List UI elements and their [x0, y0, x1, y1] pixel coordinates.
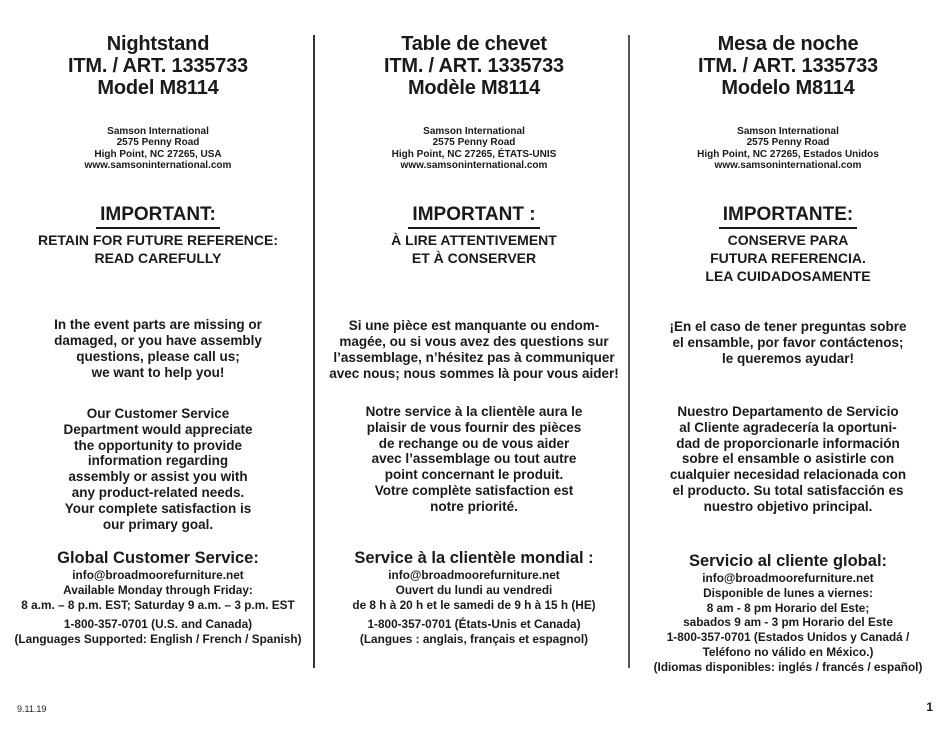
- paragraph-line: Nuestro Departamento de Servicio: [677, 404, 899, 419]
- important-notice: [318, 204, 630, 267]
- service-hours: Disponible de lunes a viernes:: [703, 585, 873, 600]
- paragraph-line: plaisir de vous fournir des pièces: [366, 419, 582, 435]
- customer-service-paragraph: [318, 404, 630, 515]
- paragraph-line: el producto. Su total satisfacción es: [672, 482, 904, 498]
- paragraph-line: information regarding: [87, 453, 229, 469]
- product-title: [632, 33, 944, 99]
- important-subtext: [318, 231, 630, 267]
- paragraph-line: point concernant le produit.: [384, 467, 564, 483]
- service-hours: sabados 9 am - 3 pm Horario del Este: [683, 615, 893, 630]
- important-heading: IMPORTANTE:: [719, 204, 858, 229]
- paragraph-line: avec l’assemblage ou tout autre: [371, 451, 577, 467]
- item-number: ITM. / ART. 1335733: [68, 55, 248, 77]
- product-name: Mesa de noche: [717, 33, 859, 55]
- paragraph-line: assembly or assist you with: [68, 469, 248, 485]
- service-phone: 1-800-357-0701 (Estados Unidos y Canadá /: [666, 630, 910, 645]
- paragraph-line: we want to help you!: [91, 365, 225, 380]
- company-address: [2, 126, 314, 171]
- customer-service-paragraph: [632, 404, 944, 515]
- missing-parts-paragraph: [632, 319, 944, 367]
- service-hours: Available Monday through Friday:: [63, 583, 253, 597]
- paragraph-line: Our Customer Service: [86, 406, 230, 421]
- model-number: Modèle M8114: [407, 77, 541, 99]
- company-address: [318, 126, 630, 171]
- service-heading: Service à la clientèle mondial :: [354, 549, 594, 567]
- important-notice: [632, 204, 944, 285]
- important-notice: [2, 204, 314, 267]
- paragraph-line: Si une pièce est manquante ou endom-: [348, 318, 600, 333]
- service-languages: (Languages Supported: English / French / Spanish): [14, 632, 302, 646]
- paragraph-line: magée, ou si vous avez des questions sur: [339, 334, 609, 349]
- important-line: READ CAREFULLY: [94, 250, 222, 266]
- model-number: Model M8114: [97, 77, 219, 99]
- service-email: info@broadmoorefurniture.net: [388, 568, 560, 582]
- paragraph-line: Notre service à la clientèle aura le: [365, 404, 583, 419]
- paragraph-line: Your complete satisfaction is: [64, 500, 252, 516]
- paragraph-line: al Cliente agradecería la oportuni-: [679, 419, 897, 435]
- service-heading: Servicio al cliente global:: [688, 552, 888, 570]
- city-state-zip: High Point, NC 27265, ÉTATS-UNIS: [391, 148, 557, 160]
- paragraph-line: our primary goal.: [102, 516, 214, 532]
- important-heading: IMPORTANT :: [408, 204, 539, 229]
- service-email: info@broadmoorefurniture.net: [702, 571, 874, 585]
- service-hours: 8 am - 8 pm Horario del Este;: [706, 600, 870, 615]
- important-subtext: [2, 231, 314, 267]
- company-website: www.samsoninternational.com: [714, 159, 862, 171]
- service-hours: 8 a.m. – 8 p.m. EST; Saturday 9 a.m. – 3 p.m. EST: [21, 598, 295, 612]
- french-column: [318, 0, 630, 732]
- important-subtext: [632, 231, 944, 285]
- street-address: 2575 Penny Road: [432, 137, 516, 149]
- paragraph-line: le queremos ayudar!: [721, 351, 855, 366]
- paragraph-line: dad de proporcionarle información: [676, 435, 900, 451]
- product-name: Nightstand: [106, 33, 210, 55]
- important-line: À LIRE ATTENTIVEMENT: [391, 232, 557, 248]
- paragraph-line: nuestro objetivo principal.: [703, 498, 873, 514]
- city-state-zip: High Point, NC 27265, Estados Unidos: [697, 148, 879, 160]
- product-name: Table de chevet: [401, 33, 547, 55]
- missing-parts-paragraph: [2, 317, 314, 381]
- company-name: Samson International: [107, 126, 209, 137]
- spanish-column: [632, 0, 944, 732]
- paragraph-line: sobre el ensamble o asistirle con: [681, 451, 895, 467]
- company-name: Samson International: [423, 126, 525, 137]
- important-heading: IMPORTANT:: [96, 204, 220, 229]
- service-email: info@broadmoorefurniture.net: [72, 568, 244, 582]
- global-service-block: [2, 548, 314, 647]
- item-number: ITM. / ART. 1335733: [384, 55, 564, 77]
- company-website: www.samsoninternational.com: [84, 159, 232, 171]
- global-service-block: [632, 551, 944, 675]
- service-hours: de 8 h à 20 h et le samedi de 9 h à 15 h (HE): [352, 598, 596, 612]
- paragraph-line: Votre complète satisfaction est: [374, 482, 574, 498]
- important-line: RETAIN FOR FUTURE REFERENCE:: [37, 232, 279, 248]
- important-line: CONSERVE PARA: [727, 232, 849, 248]
- paragraph-line: el ensamble, por favor contáctenos;: [672, 335, 904, 350]
- paragraph-line: notre priorité.: [430, 498, 518, 514]
- paragraph-line: cualquier necesidad relacionada con: [669, 467, 907, 483]
- company-address: [632, 126, 944, 171]
- service-languages: (Idiomas disponibles: inglés / francés / español): [653, 659, 923, 674]
- street-address: 2575 Penny Road: [746, 137, 830, 149]
- important-line: FUTURA REFERENCIA.: [710, 250, 866, 266]
- company-name: Samson International: [737, 126, 839, 137]
- service-languages: (Langues : anglais, français et espagnol): [359, 632, 589, 646]
- service-hours: Ouvert du lundi au vendredi: [395, 583, 553, 597]
- company-website: www.samsoninternational.com: [400, 159, 548, 171]
- product-title: [2, 33, 314, 99]
- customer-service-paragraph: [2, 406, 314, 532]
- paragraph-line: the opportunity to provide: [74, 437, 242, 453]
- paragraph-line: l’assemblage, n’hésitez pas à communiquer: [333, 350, 615, 365]
- product-title: [318, 33, 630, 99]
- service-phone: 1-800-357-0701 (États-Unis et Canada): [367, 617, 581, 631]
- paragraph-line: In the event parts are missing or: [54, 317, 262, 332]
- paragraph-line: questions, please call us;: [76, 349, 240, 364]
- service-phone: 1-800-357-0701 (U.S. and Canada): [63, 617, 253, 631]
- paragraph-line: avec nous; nous sommes là pour vous aider!: [329, 366, 619, 381]
- important-line: ET À CONSERVER: [411, 250, 537, 266]
- missing-parts-paragraph: [318, 318, 630, 382]
- page-number: 1: [926, 700, 933, 714]
- paragraph-line: damaged, or you have assembly: [54, 333, 262, 348]
- city-state-zip: High Point, NC 27265, USA: [94, 148, 222, 160]
- service-phone-note: Teléfono no válido en México.): [702, 644, 874, 659]
- paragraph-line: any product-related needs.: [71, 484, 245, 500]
- street-address: 2575 Penny Road: [116, 137, 200, 149]
- model-number: Modelo M8114: [721, 77, 855, 99]
- paragraph-line: Department would appreciate: [63, 421, 253, 437]
- item-number: ITM. / ART. 1335733: [698, 55, 878, 77]
- important-line: LEA CUIDADOSAMENTE: [705, 268, 871, 284]
- revision-date: 9.11.19: [17, 704, 47, 714]
- english-column: [2, 0, 314, 732]
- service-heading: Global Customer Service:: [57, 549, 259, 567]
- paragraph-line: de rechange ou de vous aider: [378, 435, 570, 451]
- paragraph-line: ¡En el caso de tener preguntas sobre: [669, 319, 907, 334]
- global-service-block: [318, 548, 630, 647]
